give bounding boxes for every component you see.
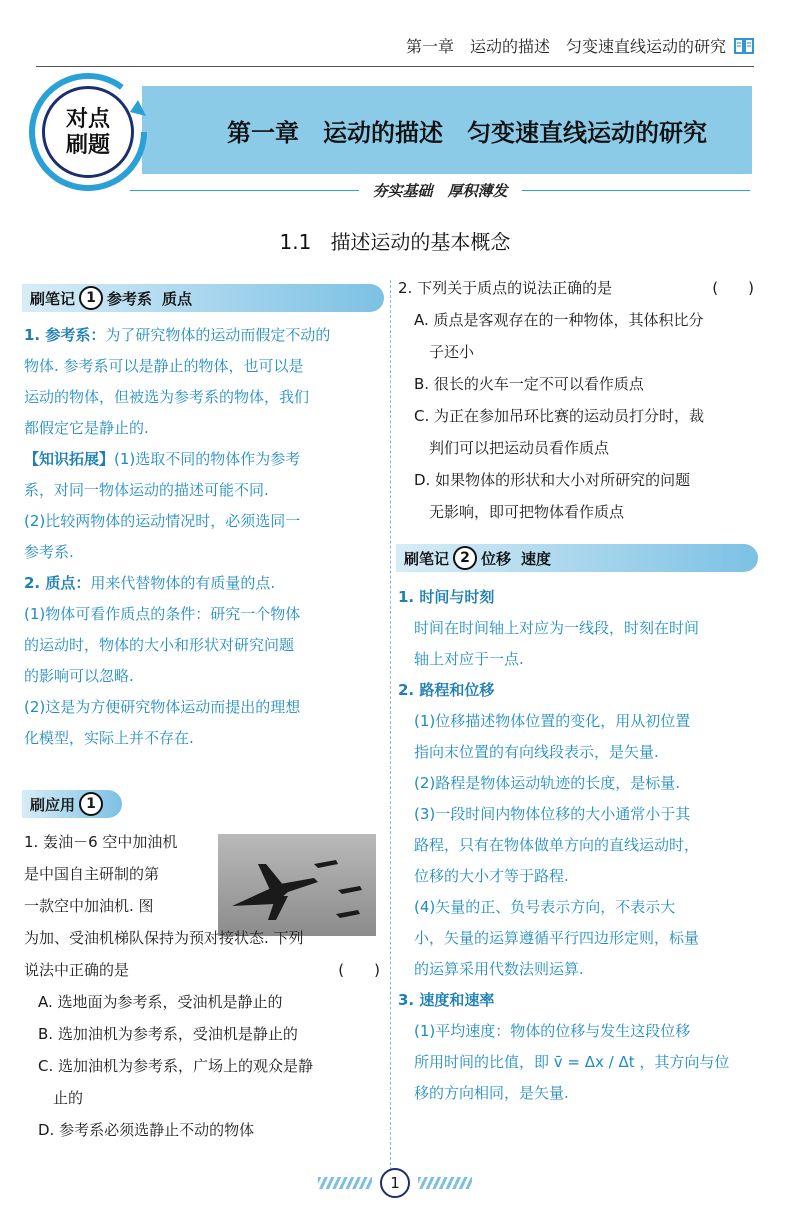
book-icon (734, 37, 754, 55)
q1-line: 是中国自主研制的第 (24, 865, 160, 883)
section-number: 1.1 (279, 230, 312, 254)
note1-line: (2)这是为方便研究物体运动而提出的理想 (24, 698, 301, 716)
chapter-title: 第一章 运动的描述 匀变速直线运动的研究 (227, 118, 707, 147)
q2-options (398, 304, 754, 528)
top-rule (36, 66, 754, 67)
note1-number: 1 (79, 286, 103, 310)
note1-line: (1)物体可看作质点的条件：研究一个物体 (24, 605, 301, 623)
q2 (398, 272, 754, 528)
note1-line: (2)比较两物体的运动情况时，必须选同一 (24, 512, 301, 530)
q2-stem (398, 272, 754, 304)
q2-option: C. 为正在参加吊环比赛的运动员打分时，裁 (414, 407, 705, 425)
q1-options (24, 986, 380, 1146)
note1-line: 的影响可以忽略. (24, 667, 134, 685)
note2-line: 时间在时间轴上对应为一线段，时刻在时间 (414, 619, 700, 637)
q1-option: 止的 (38, 1089, 84, 1107)
note1-line: 的运动时，物体的大小和形状对研究问题 (24, 636, 295, 654)
note1-bar-prefix: 刷笔记 (30, 289, 76, 308)
note1-ext (24, 444, 380, 475)
aerial-refueling-photo (218, 834, 376, 936)
note2-number: 2 (453, 546, 477, 570)
note2-line: 小，矢量的运算遵循平行四边形定则，标量 (414, 929, 700, 947)
apply-bar (22, 790, 122, 818)
q1-stem-wrap (24, 826, 214, 922)
note1-line: 用来代替物体的有质量的点. (90, 574, 276, 592)
note2-line: 路程，只有在物体做单方向的直线运动时， (414, 836, 700, 854)
note1-line: 参考系. (24, 543, 74, 561)
note1-line: 运动的物体，但被选为参考系的物体，我们 (24, 388, 310, 406)
q1-line: 一款空中加油机. 图 (24, 897, 154, 915)
section-name: 描述运动的基本概念 (330, 230, 511, 254)
q1-answer-blank: ( ) (338, 961, 380, 979)
note2-line: (1)平均速度：物体的位移与发生这段位移 (414, 1022, 691, 1040)
q1-option: B. 选加油机为参考系，受油机是静止的 (38, 1025, 298, 1043)
q2-option: 无影响，即可把物体看作质点 (414, 503, 625, 521)
note2-line: 移的方向相同，是矢量. (414, 1084, 569, 1102)
note1-topic2: 质点 (162, 289, 193, 308)
q1-line: 说法中正确的是 (24, 961, 130, 979)
chapter-banner (142, 86, 752, 174)
note1-line: 都假定它是静止的. (24, 419, 149, 437)
note2-line: (3)一段时间内物体位移的大小通常小于其 (414, 805, 691, 823)
running-title: 第一章 运动的描述 匀变速直线运动的研究 (405, 37, 726, 56)
apply-number: 1 (79, 792, 103, 816)
q2-option: D. 如果物体的形状和大小对所研究的问题 (414, 471, 691, 489)
badge (26, 70, 150, 194)
note2-s2 (398, 706, 760, 985)
note1-bar (22, 284, 384, 312)
q1-option: A. 选地面为参考系，受油机是静止的 (38, 993, 283, 1011)
badge-line2: 刷题 (65, 132, 110, 158)
ext-head: 【知识拓展】 (24, 450, 115, 468)
q2-option: B. 很长的火车一定不可以看作质点 (414, 375, 644, 393)
note1-line: 系，对同一物体运动的描述可能不同. (24, 481, 269, 499)
note2-topic2: 速度 (521, 549, 552, 568)
q1-option: C. 选加油机为参考系，广场上的观众是静 (38, 1057, 314, 1075)
note1-line: 为了研究物体的运动而假定不动的 (105, 326, 331, 344)
note2-bar (396, 544, 758, 572)
note2-s3-head: 3. 速度和速率 (398, 991, 495, 1009)
subtitle-rule-right (522, 190, 751, 191)
note2-body (398, 582, 760, 1109)
column-divider (390, 280, 391, 1170)
q2-option: 判们可以把运动员看作质点 (414, 439, 610, 457)
note2-line: 指向末位置的有向线段表示，是矢量. (414, 743, 659, 761)
note2-s1 (398, 613, 760, 675)
page-footer (0, 1168, 790, 1198)
note1-line: 物体. 参考系可以是静止的物体，也可以是 (24, 357, 304, 375)
note2-line: 轴上对应于一点. (414, 650, 524, 668)
q1-ask (24, 954, 380, 986)
note1-body (24, 320, 380, 754)
q2-option: 子还小 (414, 343, 475, 361)
footer-stripes-right (418, 1177, 472, 1189)
q2-option: A. 质点是客观存在的一种物体，其体积比分 (414, 311, 704, 329)
note2-line: 的运算采用代数法则运算. (414, 960, 584, 978)
page-number: 1 (380, 1168, 410, 1198)
q1-option: D. 参考系必须选静止不动的物体 (38, 1121, 255, 1139)
q1-line: 1. 轰油－6 空中加油机 (24, 833, 178, 851)
note1-p1-head: 1. 参考系： (24, 326, 106, 344)
footer-stripes-left (318, 1177, 372, 1189)
note2-line: (1)位移描述物体位置的变化，用从初位置 (414, 712, 691, 730)
banner-subtitle: 夯实基础 厚积薄发 (372, 181, 508, 200)
note1-topic1: 参考系 (107, 289, 153, 308)
badge-text (42, 86, 134, 178)
note2-topic1: 位移 (481, 549, 512, 568)
note2-bar-prefix: 刷笔记 (404, 549, 450, 568)
note1-p2-head: 2. 质点： (24, 574, 91, 592)
section-title (0, 226, 790, 255)
subtitle-line (130, 180, 750, 200)
q1-line: 为加、受油机梯队保持为预对接状态. 下列 (24, 929, 304, 947)
running-head (406, 34, 754, 57)
apply-label: 刷应用 (30, 795, 76, 814)
note2-s3 (398, 1016, 760, 1109)
note1-line: (1)选取不同的物体作为参考 (114, 450, 301, 468)
q2-answer-blank: ( ) (712, 279, 754, 297)
plane-icon (218, 834, 376, 936)
q2-stem-text: 2. 下列关于质点的说法正确的是 (398, 279, 613, 297)
note2-s2-head: 2. 路程和位移 (398, 681, 495, 699)
note1-p1 (24, 320, 380, 351)
q1-stem (24, 922, 380, 1146)
badge-line1: 对点 (65, 106, 110, 132)
note2-line: 所用时间的比值，即 v̄ = Δx / Δt ，其方向与位 (414, 1053, 730, 1071)
note2-line: 位移的大小才等于路程. (414, 867, 569, 885)
subtitle-rule-left (130, 190, 359, 191)
note2-line: (4)矢量的正、负号表示方向，不表示大 (414, 898, 676, 916)
note1-p2 (24, 568, 380, 599)
note1-line: 化模型，实际上并不存在. (24, 729, 194, 747)
note2-s1-head: 1. 时间与时刻 (398, 588, 495, 606)
note2-line: (2)路程是物体运动轨迹的长度，是标量. (414, 774, 681, 792)
